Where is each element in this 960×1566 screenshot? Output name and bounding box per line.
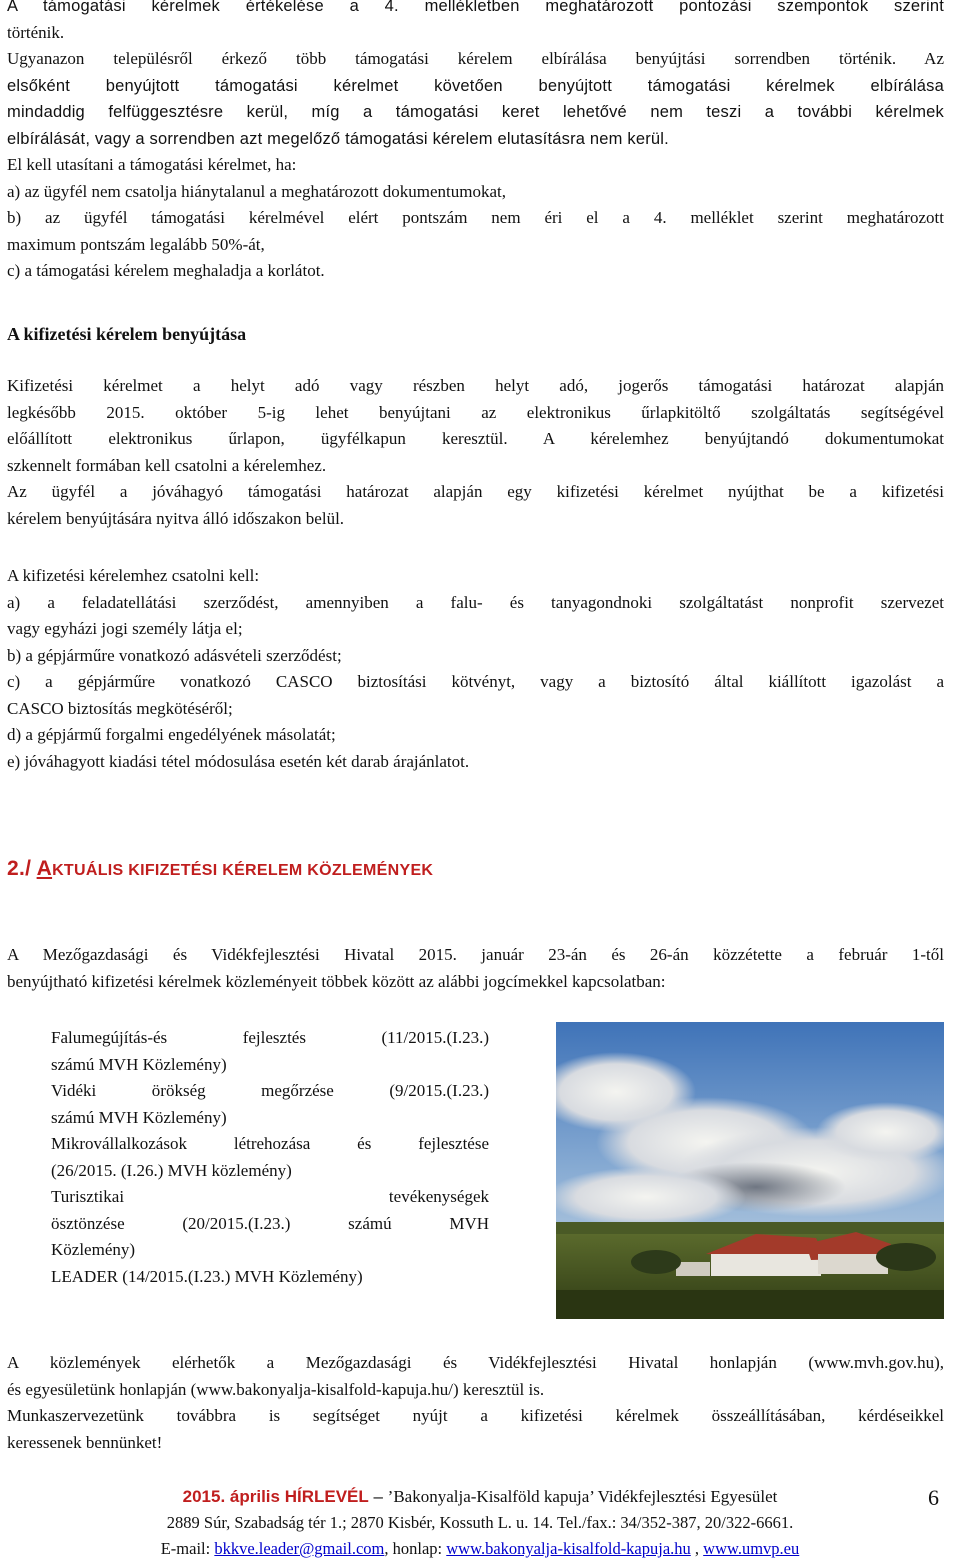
list-item: CASCO biztosítás megkötéséről;	[7, 698, 233, 718]
text-line: Kifizetési kérelmet a helyt adó vagy részben helyt adó, jogerős támogatási határozat alapján	[7, 376, 944, 395]
text-line: Az ügyfél a jóváhagyó támogatási határozat alapján egy kifizetési kérelmet nyújthat be a kifizetési	[7, 482, 944, 501]
text-line: legkésőbb 2015. október 5-ig lehet benyújtani az elektronikus űrlapkitöltő szolgáltatás segítségével	[7, 402, 944, 422]
text-line: elbírálását, vagy a sorrendben azt megelőző támogatási kérelem elutasításra nem kerül.	[7, 129, 669, 148]
text-line: A közlemények elérhetők a Mezőgazdasági és Vidékfejlesztési Hivatal honlapján (www.mvh.gov.hu),	[7, 1353, 944, 1372]
list-item: számú MVH Közlemény)	[51, 1107, 227, 1127]
footer-contacts	[0, 1539, 960, 1559]
list-item: e) jóváhagyott kiadási tétel módosulása esetén két darab árajánlatot.	[7, 751, 470, 771]
section-number: 2./	[7, 857, 37, 880]
newsletter-label: 2015. április HÍRLEVÉL	[182, 1487, 369, 1506]
text-line: A támogatási kérelmek értékelése a 4. mellékletben meghatározott pontozási szempontok szerint	[7, 0, 944, 15]
list-item: Mikrovállalkozások létrehozása és fejlesztése	[51, 1134, 489, 1153]
section2-heading	[7, 857, 433, 881]
text-line: szkennelt formában kell csatolni a kérelemhez.	[7, 455, 327, 475]
list-item: számú MVH Közlemény)	[51, 1054, 227, 1074]
list-item: d) a gépjármű forgalmi engedélyének másolatát;	[7, 725, 336, 744]
footer-address: 2889 Súr, Szabadság tér 1.; 2870 Kisbér, Kossuth L. u. 14. Tel./fax.: 34/352-387, 20/322-6661.	[166, 1513, 794, 1532]
text-line: előállított elektronikus űrlapon, ügyfélkapun keresztül. A kérelemhez benyújtandó dokumentumokat	[7, 429, 944, 448]
page-number: 6	[928, 1485, 939, 1510]
list-item: Közlemény)	[51, 1240, 136, 1259]
website-link[interactable]: www.bakonyalja-kisalfold-kapuja.hu	[446, 1539, 691, 1558]
links-paragraph	[7, 1350, 944, 1456]
umvp-link[interactable]: www.umvp.eu	[703, 1539, 800, 1558]
list-item: Falumegújítás-és fejlesztés (11/2015.(I.23.)	[51, 1028, 489, 1047]
text-line: a) az ügyfél nem csatolja hiánytalanul a meghatározott dokumentumokat,	[7, 181, 506, 201]
text-line: c) a támogatási kérelem meghaladja a korlátot.	[7, 261, 325, 280]
text-line: és egyesületünk honlapján (www.bakonyalja-kisalfold-kapuja.hu/) keresztül is.	[7, 1379, 545, 1399]
payment-paragraph	[7, 373, 944, 532]
association-name: ’Bakonyalja-Kisalföld kapuja’ Vidékfejlesztési Egyesület	[387, 1487, 778, 1506]
text-line: elsőként benyújtott támogatási kérelmet követően benyújtott támogatási kérelmek elbírálása	[7, 76, 944, 95]
farm-landscape-photo	[556, 1022, 944, 1319]
text-line: maximum pontszám legalább 50%-át,	[7, 234, 265, 254]
text-line: benyújtható kifizetési kérelmek közleményeit többek között az alábbi jogcímekkel kapcsolatban:	[7, 971, 666, 991]
landscape-image	[556, 1022, 944, 1319]
section-heading: A kifizetési kérelem benyújtása	[7, 324, 247, 344]
email-label: E-mail:	[160, 1539, 215, 1558]
link-separator: ,	[690, 1539, 704, 1558]
footer-title	[0, 1487, 960, 1507]
text-line: El kell utasítani a támogatási kérelmet, ha:	[7, 155, 297, 174]
top-paragraph	[7, 0, 944, 285]
list-item: vagy egyházi jogi személy látja el;	[7, 619, 243, 638]
list-item: (26/2015. (I.26.) MVH közlemény)	[51, 1160, 292, 1180]
text-line: kérelem benyújtására nyitva álló időszakon belül.	[7, 508, 345, 528]
text-line: keressenek bennünket!	[7, 1432, 163, 1452]
text-line: A kifizetési kérelemhez csatolni kell:	[7, 566, 260, 585]
footer-dash: –	[368, 1487, 388, 1506]
text-line: mindaddig felfüggesztésre kerül, míg a támogatási keret lehetővé nem teszi a további kérelmek	[7, 103, 944, 121]
section-title-rest: KTUÁLIS KIFIZETÉSI KÉRELEM KÖZLEMÉNYEK	[52, 862, 434, 879]
list-item: ösztönzése (20/2015.(I.23.) számú MVH	[51, 1213, 489, 1233]
text-line: történik.	[7, 22, 65, 42]
announcement-list	[51, 1025, 489, 1290]
text-line: A Mezőgazdasági és Vidékfejlesztési Hivatal 2015. január 23-án és 26-án közzétette a február 1-től	[7, 945, 944, 964]
section-title-initial: A	[36, 857, 53, 880]
text-line: Ugyanazon településről érkező több támogatási kérelem elbírálása benyújtási sorrendben történik. Az	[7, 49, 944, 68]
attachments-list	[7, 563, 944, 775]
list-item: c) a gépjárműre vonatkozó CASCO biztosítási kötvényt, vagy a biztosító által kiállított igazolást a	[7, 672, 944, 691]
list-item: Vidéki örökség megőrzése (9/2015.(I.23.)	[51, 1081, 489, 1100]
list-item: a) a feladatellátási szerződést, amennyiben a falu- és tanyagondnoki szolgáltatást nonprofit szervezet	[7, 592, 944, 612]
web-label: , honlap:	[384, 1539, 447, 1558]
email-link[interactable]: bkkve.leader@gmail.com	[214, 1539, 385, 1558]
announcement-paragraph	[7, 942, 944, 995]
list-item: b) a gépjárműre vonatkozó adásvételi szerződést;	[7, 645, 342, 665]
list-item: Turisztikai tevékenységek	[51, 1187, 489, 1206]
text-line: Munkaszervezetünk továbbra is segítséget nyújt a kifizetési kérelmek összeállításában, kérdéseikkel	[7, 1406, 944, 1425]
list-item: LEADER (14/2015.(I.23.) MVH Közlemény)	[51, 1266, 363, 1286]
text-line: b) az ügyfél támogatási kérelmével elért pontszám nem éri el a 4. melléklet szerint meghatározott	[7, 208, 944, 227]
